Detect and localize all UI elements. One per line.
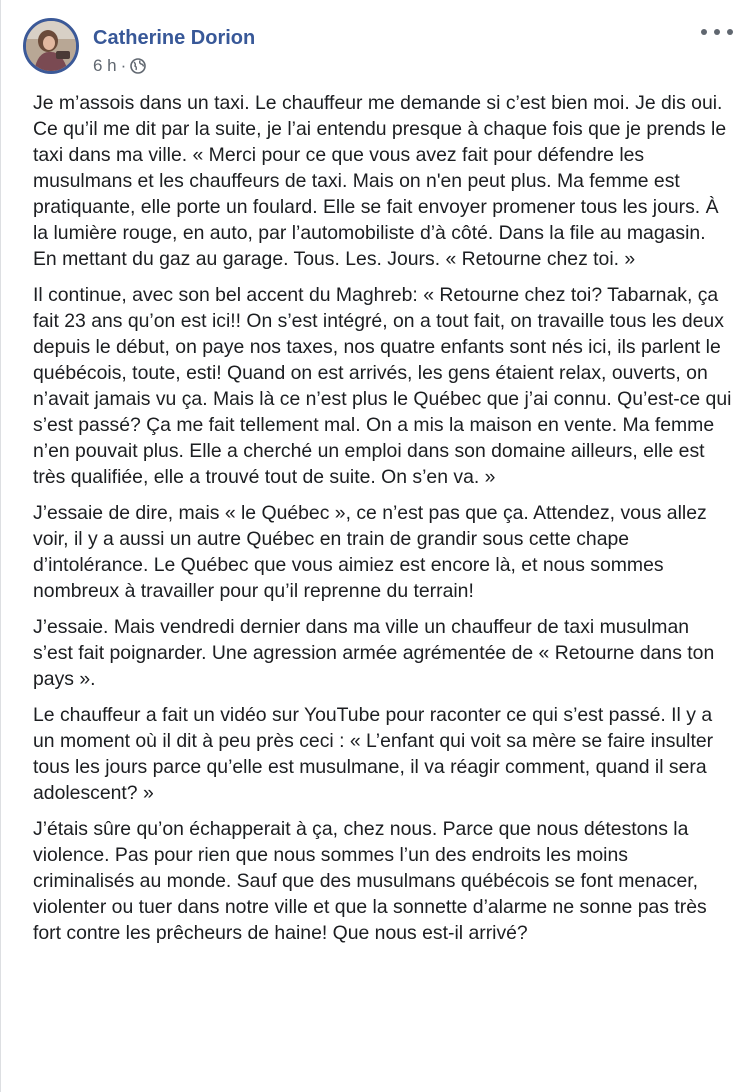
globe-icon[interactable] [130, 58, 146, 74]
paragraph: Il continue, avec son bel accent du Maghreb: « Retourne chez toi? Tabarnak, ça fait 23 ans qu’on est ici!! On s’est intégré, on a tout fait, on travaille tous les deux depuis le début, on paye nos taxes, nos quatre enfants sont nés ici, ils parlent le québécois, toute, esti! Quand on est arrivés, les gens étaient relax, ouverts, on n’avait jamais vu ça. Mais là ce n’est plus le Québec que j’ai connu. Qu’est-ce qui s’est passé? Ça me fait tellement mal. On a mis la maison en vente. Ma femme n’en pouvait plus. Elle a cherché un emploi dans son domaine ailleurs, elle est très qualifiée, elle a trouvé tout de suite. On s’en va. » [33, 284, 732, 488]
paragraph: J’étais sûre qu’on échapperait à ça, chez nous. Parce que nous détestons la violence. Pas pour rien que nous sommes l’un des endroits les moins criminalisés au monde. Sauf que des musulmans québécois se font menacer, violenter ou tuer dans notre ville et que la sonnette d’alarme ne sonne pas très fort contre les prêcheurs de haine! Que nous est-il arrivé? [33, 818, 707, 944]
more-dot [714, 29, 720, 35]
post-meta [93, 56, 146, 76]
paragraph: J’essaie. Mais vendredi dernier dans ma ville un chauffeur de taxi musulman s’est fait poignarder. Une agression armée agrémentée de « Retourne dans ton pays ». [33, 616, 715, 690]
avatar-photo [26, 21, 76, 71]
paragraph: Je m’assois dans un taxi. Le chauffeur me demande si c’est bien moi. Je dis oui. Ce qu’il me dit par la suite, je l’ai entendu presque à chaque fois que je prends le taxi dans ma ville. « Merci pour ce que vous avez fait pour défendre les musulmans et les chauffeurs de taxi. Mais on n'en peut plus. Ma femme est pratiquante, elle porte un foulard. Elle se fait envoyer promener tous les jours. À la lumière rouge, en auto, par l’automobiliste d’à côté. Dans la file au magasin. En mettant du gaz au garage. Tous. Les. Jours. « Retourne chez toi. » [33, 92, 727, 270]
more-dot [701, 29, 707, 35]
paragraph: Le chauffeur a fait un vidéo sur YouTube pour raconter ce qui s’est passé. Il y a un moment où il dit à peu près ceci : « L’enfant qui voit sa mère se faire insulter tous les jours parce qu’elle est musulmane, il va réagir comment, quand il sera adolescent? » [33, 704, 714, 804]
post-text [33, 90, 733, 956]
more-dot [727, 29, 733, 35]
paragraph: J’essaie de dire, mais « le Québec », ce n’est pas que ça. Attendez, vous allez voir, il y a aussi un autre Québec en train de grandir sous cette chape d’intolérance. Le Québec que vous aimiez est encore là, et nous sommes nombreux à travailler pour qu’il reprenne du terrain! [33, 502, 707, 602]
author-name[interactable]: Catherine Dorion [93, 27, 256, 49]
post-header [23, 18, 733, 82]
meta-separator: · [120, 56, 127, 75]
more-options-icon[interactable] [701, 22, 733, 42]
post-timestamp[interactable]: 6 h [93, 56, 117, 75]
avatar[interactable] [23, 18, 79, 74]
